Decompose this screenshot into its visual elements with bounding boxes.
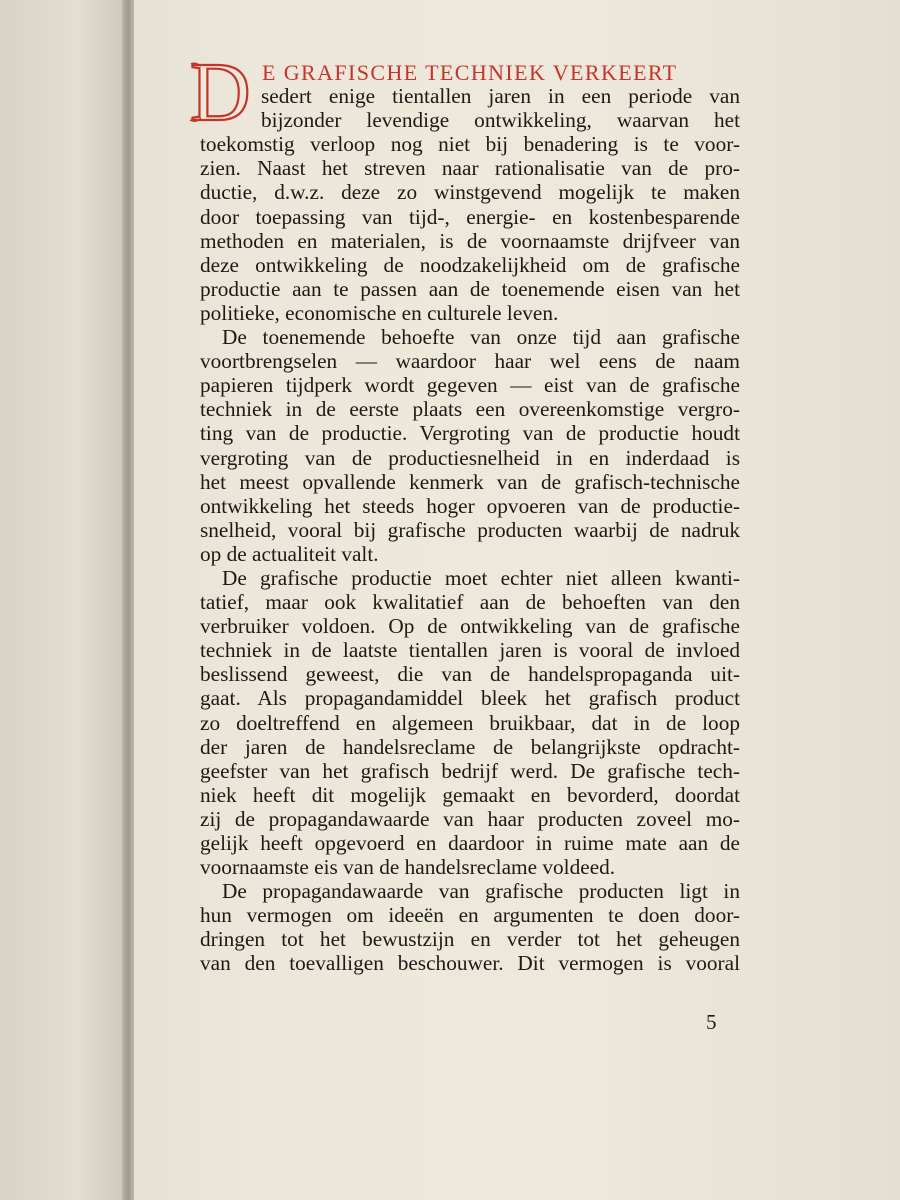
text-line	[261, 84, 740, 108]
body-text	[190, 56, 740, 976]
text-line-content: methoden en materialen, is de voornaamste drijfveer van	[200, 228, 740, 253]
text-line-content: geefster van het grafisch bedrijf werd. De grafische tech-	[200, 758, 740, 783]
text-line-content: door toepassing van tijd-, energie- en kostenbesparende	[200, 204, 740, 229]
text-line-content: papieren tijdperk wordt gegeven — eist van de grafische	[200, 373, 740, 398]
text-line-content: toekomstig verloop nog niet bij benadering is te voor-	[200, 132, 740, 157]
text-line	[200, 542, 740, 566]
text-line	[200, 783, 740, 807]
text-line-content: zo doeltreffend en algemeen bruikbaar, dat in de loop	[200, 710, 740, 735]
text-line-content: der jaren de handelsreclame de belangrijkste opdracht-	[200, 734, 740, 759]
text-line	[200, 662, 740, 686]
text-line	[200, 566, 740, 590]
text-line-content: op de actualiteit valt.	[200, 541, 379, 566]
text-line-content: ductie, d.w.z. deze zo winstgevend mogelijk te maken	[200, 180, 740, 205]
text-line	[200, 446, 740, 470]
drop-cap-initial	[187, 56, 265, 128]
text-line	[200, 277, 740, 301]
text-line-content: ontwikkeling het steeds hoger opvoeren van de productie-	[200, 493, 740, 518]
text-line-content: techniek in de laatste tientallen jaren is vooral de invloed	[200, 638, 740, 663]
text-line	[200, 373, 740, 397]
text-line	[200, 325, 740, 349]
paragraph	[200, 325, 740, 566]
text-line-content: gaat. Als propagandamiddel bleek het grafisch product	[200, 686, 740, 711]
text-line	[200, 879, 740, 903]
text-line-content: politieke, economische en culturele leven.	[200, 300, 559, 325]
text-line	[200, 590, 740, 614]
text-line	[200, 132, 740, 156]
text-line-content: niek heeft dit mogelijk gemaakt en bevorderd, doordat	[200, 782, 740, 807]
text-line	[200, 759, 740, 783]
text-line	[200, 614, 740, 638]
text-line-content: van den toevalligen beschouwer. Dit vermogen is vooral	[200, 951, 740, 976]
paragraph	[200, 566, 740, 879]
text-line-content: tatief, maar ook kwalitatief aan de behoeften van den	[200, 590, 740, 615]
text-line-content: beslissend geweest, die van de handelspropaganda uit-	[200, 662, 740, 687]
text-line-content: De toenemende behoefte van onze tijd aan grafische	[222, 325, 740, 350]
book-page	[134, 0, 900, 1200]
text-line	[200, 855, 740, 879]
text-line-content: vergroting van de productiesnelheid in en inderdaad is	[200, 445, 740, 470]
text-line	[200, 831, 740, 855]
text-line	[200, 638, 740, 662]
heading-text: E GRAFISCHE TECHNIEK VERKEERT	[262, 60, 678, 85]
text-line-content: voortbrengselen — waardoor haar wel eens de naam	[200, 349, 740, 374]
text-line	[261, 108, 740, 132]
text-line-content: verbruiker voldoen. Op de ontwikkeling van de grafische	[200, 614, 740, 639]
text-line-content: bijzonder levendige ontwikkeling, waarvan het	[261, 108, 740, 133]
text-line-content: techniek in de eerste plaats een overeenkomstige vergro-	[200, 397, 740, 422]
text-line-content: voornaamste eis van de handelsreclame voldeed.	[200, 855, 616, 880]
text-line	[200, 711, 740, 735]
text-line	[200, 253, 740, 277]
text-line-content: hun vermogen om ideeën en argumenten te doen door-	[200, 903, 740, 928]
text-line	[200, 229, 740, 253]
text-line	[200, 397, 740, 421]
text-line-content: zij de propagandawaarde van haar producten zoveel mo-	[200, 806, 740, 831]
paragraph	[200, 84, 740, 325]
text-line	[200, 205, 740, 229]
facing-page	[0, 0, 128, 1200]
text-line-content: snelheid, vooral bij grafische producten waarbij de nadruk	[200, 517, 740, 542]
text-line	[200, 735, 740, 759]
text-line	[200, 301, 740, 325]
text-line	[200, 686, 740, 710]
text-line	[200, 470, 740, 494]
text-line	[200, 156, 740, 180]
text-line-content: zien. Naast het streven naar rationalisatie van de pro-	[200, 156, 740, 181]
text-line-content: De grafische productie moet echter niet alleen kwanti-	[222, 565, 740, 590]
text-line	[200, 494, 740, 518]
text-line-content: deze ontwikkeling de noodzakelijkheid om de grafische	[200, 252, 740, 277]
text-line	[200, 927, 740, 951]
text-line-content: sedert enige tientallen jaren in een periode van	[261, 84, 740, 109]
text-line-content: gelijk heeft opgevoerd en daardoor in ruime mate aan de	[200, 831, 740, 855]
text-line-content: De propagandawaarde van grafische producten ligt in	[222, 879, 740, 904]
text-line-content: ting van de productie. Vergroting van de productie houdt	[200, 421, 740, 446]
paragraph	[200, 879, 740, 975]
text-line	[200, 421, 740, 445]
text-line	[200, 180, 740, 204]
page-number: 5	[706, 1010, 717, 1034]
text-line	[200, 349, 740, 373]
text-line	[200, 518, 740, 542]
text-line	[200, 903, 740, 927]
text-line-content: het meest opvallende kenmerk van de grafisch-technische	[200, 469, 740, 494]
text-line	[200, 807, 740, 831]
paragraph-container	[200, 84, 740, 975]
text-line-content: dringen tot het bewustzijn en verder tot het geheugen	[200, 927, 740, 952]
text-line	[200, 951, 740, 975]
drop-cap-letter: D	[190, 56, 251, 128]
text-line-content: productie aan te passen aan de toenemende eisen van het	[200, 276, 740, 301]
